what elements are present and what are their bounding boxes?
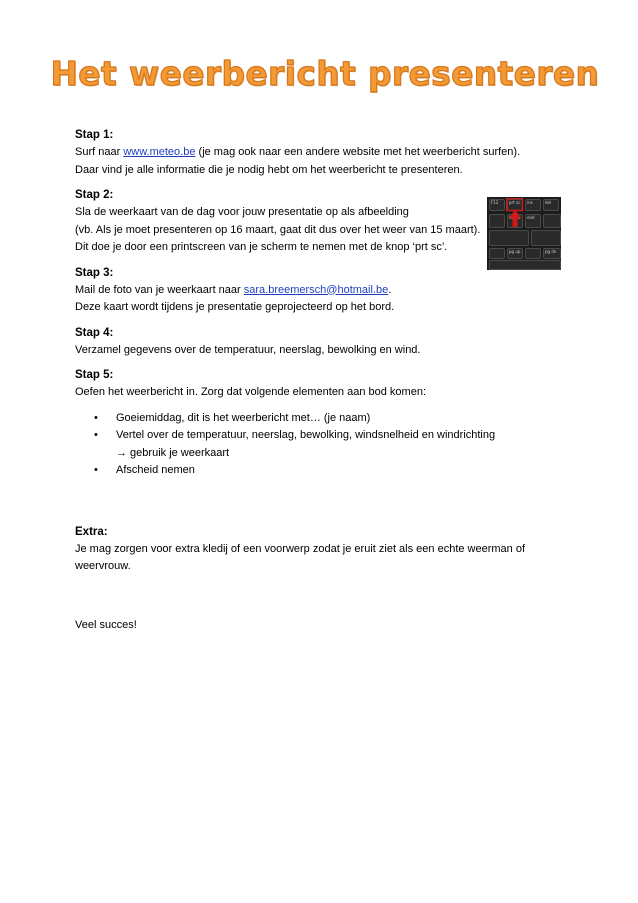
list-item-text: Afscheid nemen [116, 464, 195, 476]
step-5-bullet-list [75, 410, 555, 480]
step-2-line-2: (vb. Als je moet presenteren op 16 maart, gaat dit dus over het weer van 15 maart). [75, 223, 481, 236]
step-5-line-1: Oefen het weerbericht in. Zorg dat volgende elementen aan bod komen: [75, 386, 427, 398]
extra-heading: Extra: [75, 525, 108, 538]
key-label: F12 [491, 200, 499, 205]
page-title: Het weerbericht presenteren [50, 55, 600, 93]
key-label: prt sc [509, 200, 521, 205]
step-2-heading: Stap 2: [75, 189, 114, 201]
list-item [75, 410, 555, 428]
sub-note-text: gebruik je weerkaart [127, 446, 230, 459]
closing-text: Veel succes! [75, 618, 137, 631]
email-link[interactable]: sara.breemersch@hotmail.be [243, 283, 389, 296]
step-1-heading: Stap 1: [75, 129, 114, 141]
step-2-line-1: Sla de weerkaart van de dag voor jouw presentatie op als afbeelding [75, 206, 409, 218]
list-item [75, 427, 555, 445]
bullet-icon: • [94, 429, 98, 441]
step-5-heading: Stap 5: [75, 369, 114, 381]
step-1-line-1 [75, 144, 555, 162]
step-2-line-3: Dit doe je door een printscreen van je scherm te nemen met de knop ‘prt sc’. [75, 241, 448, 253]
list-item-text: Goeiemiddag, dit is het weerbericht met… (je naam) [116, 411, 371, 424]
step-1-text-post: (je mag ook naar een andere website met het weerbericht surfen). [195, 146, 521, 158]
list-item [75, 462, 555, 480]
step-3-text-post: . [388, 283, 392, 296]
step-1-text: Surf naar [75, 146, 124, 158]
step-3-heading: Stap 3: [75, 266, 114, 279]
key-label: end [527, 215, 535, 220]
key-label: pg dn [545, 249, 557, 254]
bullet-icon: • [94, 464, 98, 476]
arrow-right-icon: → [116, 446, 127, 459]
step-4-heading: Stap 4: [75, 326, 114, 339]
step-3-text: Mail de foto van je weerkaart naar [75, 283, 244, 296]
extra-line-2: weervrouw. [75, 560, 131, 572]
step-4-line-1: Verzamel gegevens over de temperatuur, neerslag, bewolking en wind. [75, 343, 421, 356]
extra-line-1: Je mag zorgen voor extra kledij of een voorwerp zodat je eruit ziet als een echte weerman of [75, 542, 526, 555]
meteo-link[interactable]: www.meteo.be [123, 146, 196, 158]
step-3-line-1 [75, 282, 555, 300]
key-label: pg up [509, 249, 521, 254]
bullet-icon: • [94, 411, 98, 424]
key-label: del [545, 200, 552, 205]
step-1-line-2: Daar vind je alle informatie die je nodig hebt om het weerbericht te presenteren. [75, 163, 463, 176]
step-3-line-2: Deze kaart wordt tijdens je presentatie geprojecteerd op het bord. [75, 301, 395, 313]
document-body [75, 127, 555, 634]
key-label: ins [527, 200, 533, 205]
list-item-text: Vertel over de temperatuur, neerslag, bewolking, windsnelheid en windrichting [116, 429, 496, 441]
sub-note [75, 445, 555, 463]
